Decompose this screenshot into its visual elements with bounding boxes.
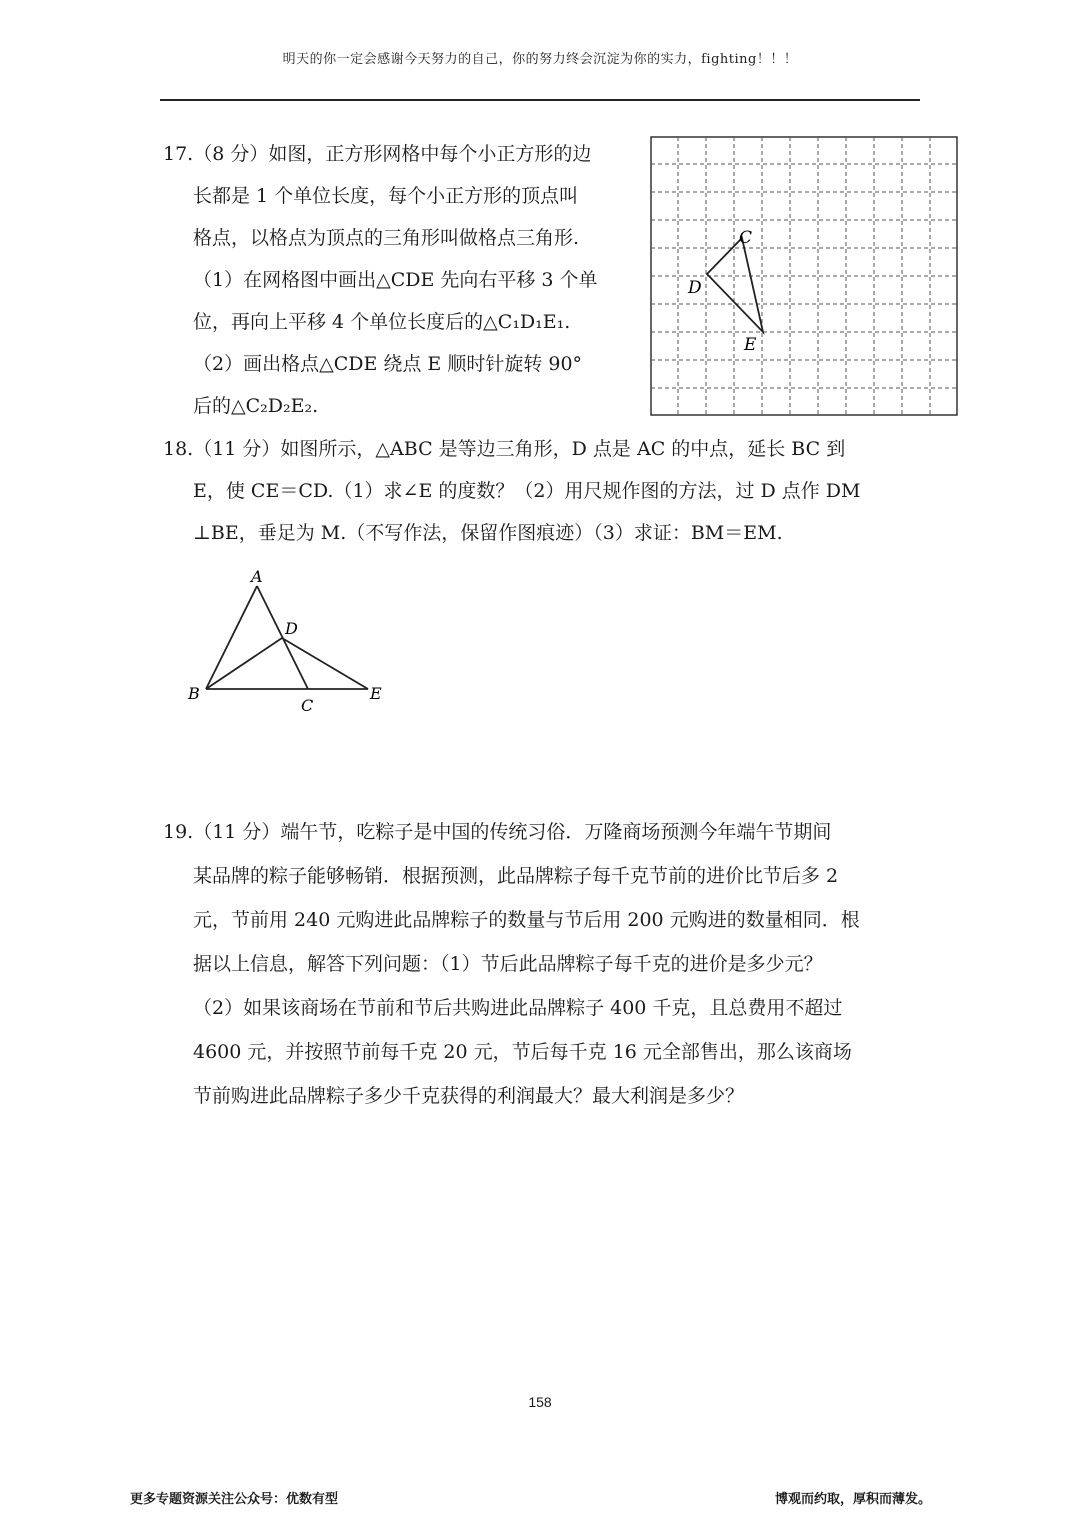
q19-line: 4600 元，并按照节前每千克 20 元，节后每千克 16 元全部售出，那么该商场 — [193, 1041, 852, 1063]
q17-line: 位，再向上平移 4 个单位长度后的△C₁D₁E₁. — [193, 311, 571, 333]
q17-line: 17.（8 分）如图，正方形网格中每个小正方形的边 — [163, 143, 592, 165]
label-e: E — [744, 335, 757, 355]
q18-triangle-figure — [180, 562, 400, 722]
triangle-cde — [707, 238, 763, 332]
footer-right-text: 博观而约取，厚积而薄发。 — [775, 1492, 932, 1507]
q17-line: （1）在网格图中画出△CDE 先向右平移 3 个单 — [193, 269, 598, 291]
q17-line: 后的△C₂D₂E₂. — [193, 395, 319, 417]
question-18 — [163, 428, 923, 554]
segment-ab — [206, 586, 257, 689]
q19-line: 某品牌的粽子能够畅销．根据预测，此品牌粽子每千克节前的进价比节后多 2 — [193, 865, 839, 887]
q17-line: （2）画出格点△CDE 绕点 E 顺时针旋转 90° — [193, 353, 583, 375]
segment-bd — [206, 638, 282, 689]
header-motto: 明天的你一定会感谢今天努力的自己，你的努力终会沉淀为你的实力，fighting！！！ — [282, 52, 798, 67]
q18-line: ⊥BE，垂足为 M.（不写作法，保留作图痕迹）（3）求证：BM＝EM. — [193, 522, 783, 544]
q18-line: 18.（11 分）如图所示，△ABC 是等边三角形，D 点是 AC 的中点，延长 BC 到 — [163, 438, 846, 460]
footer-left-text: 更多专题资源关注公众号：优数有型 — [130, 1492, 339, 1507]
header-divider — [160, 99, 920, 101]
q19-line: 据以上信息，解答下列问题：（1）节后此品牌粽子每千克的进价是多少元？ — [193, 953, 823, 975]
q19-line: 节前购进此品牌粽子多少千克获得的利润最大？最大利润是多少？ — [193, 1085, 745, 1107]
q19-line: 19.（11 分）端午节，吃粽子是中国的传统习俗．万隆商场预测今年端午节期间 — [163, 821, 832, 843]
q19-line: （2）如果该商场在节前和节后共购进此品牌粽子 400 千克，且总费用不超过 — [193, 997, 843, 1019]
label-b: B — [188, 684, 200, 703]
q17-line: 长都是 1 个单位长度，每个小正方形的顶点叫 — [193, 185, 579, 207]
q17-line: 格点，以格点为顶点的三角形叫做格点三角形. — [193, 227, 580, 249]
q17-grid-figure — [650, 136, 958, 416]
q19-line: 元，节前用 240 元购进此品牌粽子的数量与节后用 200 元购进的数量相同．根 — [193, 909, 860, 931]
q18-line: E，使 CE＝CD.（1）求∠E 的度数？（2）用尺规作图的方法，过 D 点作 DM — [193, 480, 861, 502]
label-a: A — [251, 567, 263, 586]
question-17 — [163, 133, 643, 427]
grid-lines — [651, 137, 957, 415]
question-19 — [163, 810, 923, 1118]
label-c: C — [301, 696, 314, 715]
label-c: C — [739, 228, 753, 248]
page-number: 158 — [528, 1394, 552, 1410]
label-d: D — [688, 278, 702, 298]
label-d: D — [285, 619, 298, 638]
label-e: E — [370, 684, 382, 703]
